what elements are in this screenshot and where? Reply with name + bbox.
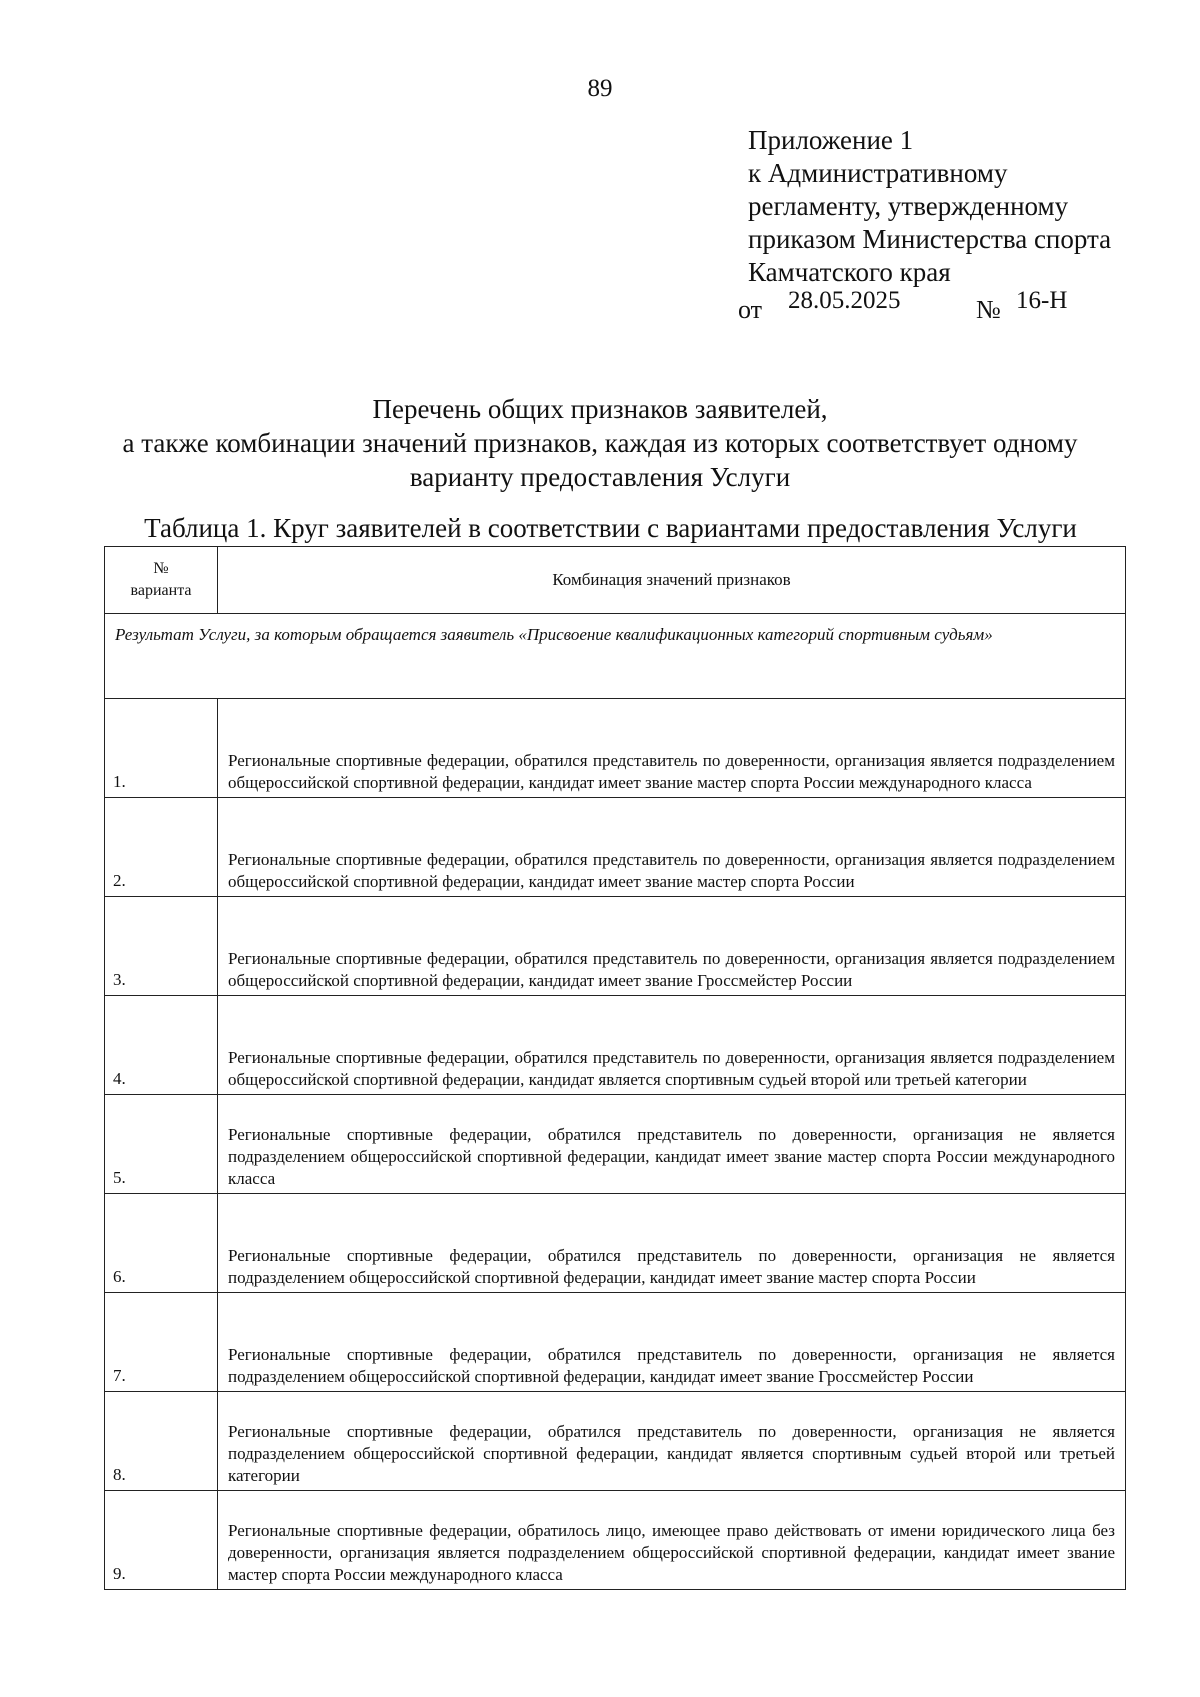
table-header-row [105,547,1126,614]
title-line: варианту предоставления Услуги [409,462,791,492]
section-title: Результат Услуги, за которым обращается заявитель «Присвоение квалификационных категорий спортивным судьям» [105,614,1126,699]
table-row [105,1293,1126,1392]
document-title [0,392,1200,494]
table-caption: Таблица 1. Круг заявителей в соответствии с вариантами предоставления Услуги [144,513,1077,543]
date-prefix: от [738,295,763,324]
order-date-number-row [738,287,1098,324]
table-row [105,1194,1126,1293]
variant-number: 6. [105,1194,218,1293]
variant-combination: Региональные спортивные федерации, обратился представитель по доверенности, организация не является подразделением общероссийской спортивной федерации, кандидат имеет звание мастер спорта России международного класса [218,1095,1126,1194]
header-variant-number: № варианта [105,547,218,614]
variant-number: 3. [105,897,218,996]
variant-combination: Региональные спортивные федерации, обратился представитель по доверенности, организация не является подразделением общероссийской спортивной федерации, кандидат имеет звание мастер спорта России [218,1194,1126,1293]
order-date: 28.05.2025 [788,287,901,314]
variant-number: 5. [105,1095,218,1194]
variant-number: 1. [105,699,218,798]
variant-number: 7. [105,1293,218,1392]
variant-combination: Региональные спортивные федерации, обратился представитель по доверенности, организация является подразделением общероссийской спортивной федерации, кандидат имеет звание мастер спорта России [218,798,1126,897]
appendix-line: к Административному [748,158,1008,188]
appendix-line: Камчатского края [748,257,951,287]
table-row [105,798,1126,897]
variants-table [104,546,1126,1590]
variant-combination: Региональные спортивные федерации, обратилось лицо, имеющее право действовать от имени юридического лица без доверенности, организация является подразделением общероссийской спортивной федерации, кандидат имеет звание мастер спорта России международного класса [218,1491,1126,1590]
variant-combination: Региональные спортивные федерации, обратился представитель по доверенности, организация является подразделением общероссийской спортивной федерации, кандидат имеет звание мастер спорта России международного класса [218,699,1126,798]
table-row [105,699,1126,798]
variant-number: 8. [105,1392,218,1491]
appendix-line: приказом Министерства спорта [748,224,1112,254]
title-line: Перечень общих признаков заявителей, [372,394,828,424]
variant-number: 2. [105,798,218,897]
page-number: 89 [587,75,613,102]
table-row [105,996,1126,1095]
table-row [105,1095,1126,1194]
table-row [105,1491,1126,1590]
variant-combination: Региональные спортивные федерации, обратился представитель по доверенности, организация не является подразделением общероссийской спортивной федерации, кандидат имеет звание Гроссмейстер России [218,1293,1126,1392]
table-row [105,1392,1126,1491]
variant-number: 4. [105,996,218,1095]
title-line: а также комбинации значений признаков, каждая из которых соответствует одному [122,428,1078,458]
table-row [105,897,1126,996]
header-combination: Комбинация значений признаков [218,547,1126,614]
section-row [105,614,1126,699]
variant-combination: Региональные спортивные федерации, обратился представитель по доверенности, организация не является подразделением общероссийской спортивной федерации, кандидат является спортивным судьей второй или третьей категории [218,1392,1126,1491]
variant-number: 9. [105,1491,218,1590]
appendix-block [748,124,1111,289]
appendix-line: Приложение 1 [748,125,914,155]
variant-combination: Региональные спортивные федерации, обратился представитель по доверенности, организация является подразделением общероссийской спортивной федерации, кандидат имеет звание Гроссмейстер России [218,897,1126,996]
variant-combination: Региональные спортивные федерации, обратился представитель по доверенности, организация является подразделением общероссийской спортивной федерации, кандидат является спортивным судьей второй или третьей категории [218,996,1126,1095]
number-sign: № [976,295,1001,324]
order-number: 16-Н [1016,287,1068,314]
appendix-line: регламенту, утвержденному [748,191,1069,221]
